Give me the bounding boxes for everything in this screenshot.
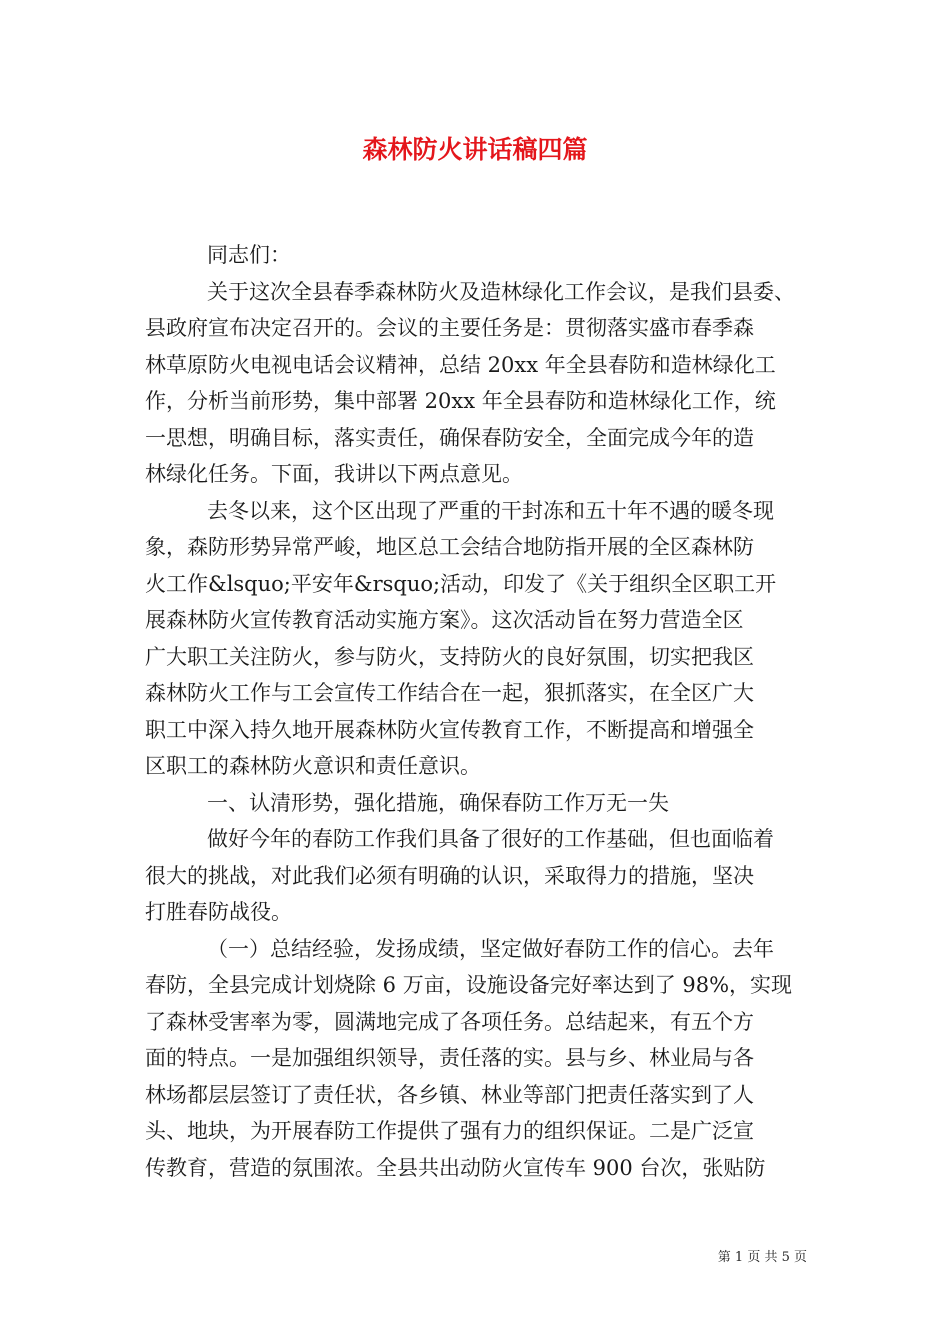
paragraph-line: 了森林受害率为零，圆满地完成了各项任务。总结起来，有五个方 xyxy=(145,1009,754,1034)
document-title: 森林防火讲话稿四篇 xyxy=(362,135,588,164)
paragraph-line: 森林防火工作与工会宣传工作结合在一起，狠抓落实，在全区广大 xyxy=(145,681,754,705)
paragraph-line: 春防，全县完成计划烧除 6 万亩，设施设备完好率达到了 98%，实现 xyxy=(145,973,793,997)
paragraph-line: 传教育，营造的氛围浓。全县共出动防火宣传车 900 台次，张贴防 xyxy=(145,1155,766,1180)
paragraph-line: 县政府宣布决定召开的。会议的主要任务是：贯彻落实盛市春季森 xyxy=(145,316,754,340)
salutation-line: 同志们： xyxy=(207,243,291,267)
paragraph-line: 面的特点。一是加强组织领导，责任落的实。县与乡、林业局与各 xyxy=(145,1046,754,1070)
paragraph-line: 一思想，明确目标，落实责任，确保春防安全，全面完成今年的造 xyxy=(145,425,754,450)
subsection-line: （一）总结经验，发扬成绩，坚定做好春防工作的信心。去年 xyxy=(207,936,774,961)
paragraph-line: 打胜春防战役。 xyxy=(145,900,292,924)
paragraph-line: 很大的挑战，对此我们必须有明确的认识，采取得力的措施，坚决 xyxy=(145,863,754,888)
paragraph-line: 广大职工关注防火，参与防火，支持防火的良好氛围，切实把我区 xyxy=(145,644,754,669)
paragraph-line: 林草原防火电视电话会议精神，总结 20xx 年全县春防和造林绿化工 xyxy=(145,352,776,377)
paragraph-line: 头、地块，为开展春防工作提供了强有力的组织保证。二是广泛宣 xyxy=(145,1119,754,1143)
paragraph-line: 林绿化任务。下面，我讲以下两点意见。 xyxy=(145,462,523,486)
paragraph-line: 关于这次全县春季森林防火及造林绿化工作会议，是我们县委、 xyxy=(207,279,795,304)
paragraph-line: 做好今年的春防工作我们具备了很好的工作基础，但也面临着 xyxy=(207,827,774,851)
paragraph-line: 林场都层层签订了责任状，各乡镇、林业等部门把责任落实到了人 xyxy=(145,1082,754,1107)
paragraph-line: 象，森防形势异常严峻，地区总工会结合地防指开展的全区森林防 xyxy=(145,535,754,559)
paragraph-line: 展森林防火宣传教育活动实施方案》。这次活动旨在努力营造全区 xyxy=(145,608,744,632)
paragraph-line: 去冬以来，这个区出现了严重的干封冻和五十年不遇的暖冬现 xyxy=(207,498,774,523)
page-number-footer: 第 1 页 共 5 页 xyxy=(717,1250,807,1265)
document-body xyxy=(145,237,805,1186)
paragraph-line: 职工中深入持久地开展森林防火宣传教育工作，不断提高和增强全 xyxy=(145,717,754,742)
section-heading: 一、认清形势，强化措施，确保春防工作万无一失 xyxy=(207,790,669,815)
paragraph-line: 作，分析当前形势，集中部署 20xx 年全县春防和造林绿化工作，统 xyxy=(145,389,776,413)
paragraph-line: 火工作&lsquo;平安年&rsquo;活动，印发了《关于组织全区职工开 xyxy=(145,571,777,596)
paragraph-line: 区职工的森林防火意识和责任意识。 xyxy=(145,754,481,778)
